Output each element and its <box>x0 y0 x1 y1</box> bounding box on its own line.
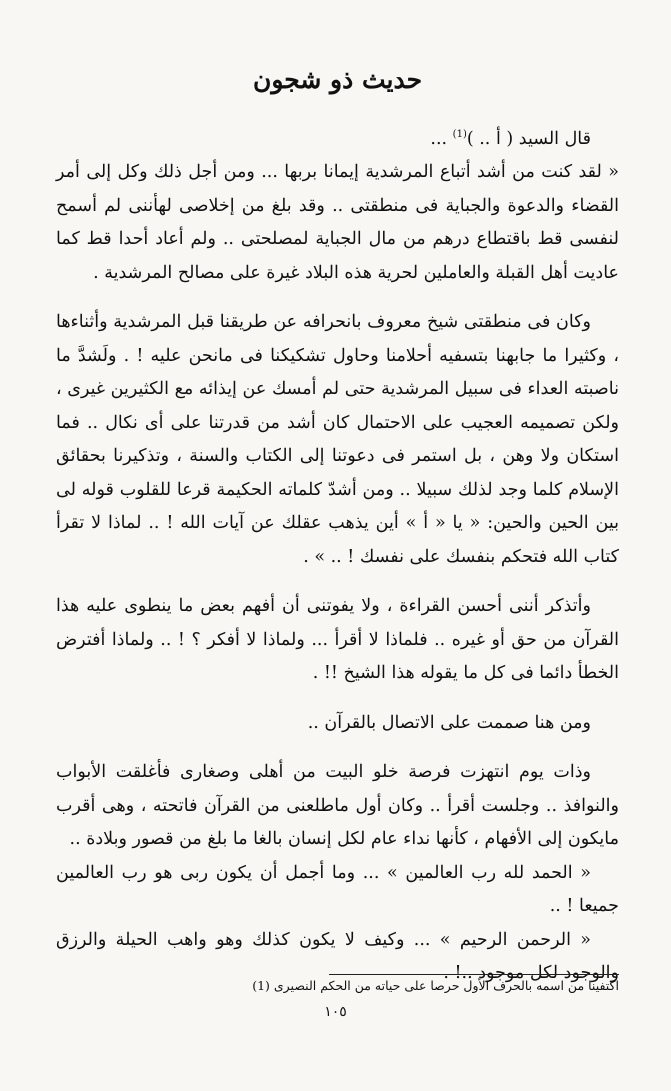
footnote: (1) اكتفينا من اسمه بالحرف الأول حرصا على حياته من الحكم النصيرى <box>252 978 619 993</box>
paragraph-1: « لقد كنت من أشد أتباع المرشدية إيمانا بربها ... ومن أجل ذلك وكل إلى أمر القضاء والدعوة والجباية فى منطقتى .. وقد بلغ من إخلاصى لهأننى لم أسمح لنفسى قط باقتطاع درهم من مال الجباية لمصلحتى .. ولم أعاد أحدا قط كما عاديت أهل القبلة والعاملين لحرية هذه البلاد غيرة على مصالح المرشدية . <box>56 162 619 283</box>
paragraph-5: وذات يوم انتهزت فرصة خلو البيت من أهلى وصغارى فأغلقت الأبواب والنوافذ .. وجلست أقرأ .. وكان أول ماطلعنى من القرآن فاتحته ، وهى أقرب مايكون إلى الأفهام ، كأنها نداء عام لكل إنسان بالغا ما بلغ من قصور وبلادة .. <box>56 762 619 850</box>
paragraph-2: وكان فى منطقتى شيخ معروف بانحرافه عن طريقنا قبل المرشدية وأثناءها ، وكثيرا ما جابهنا بتسفيه أحلامنا وحاول تشكيكنا فى مانحن عليه ! . ولَشدَّ ما ناصبته العداء فى سبيل المرشدية حتى لم أمسك عن إيذائه مع الكثيرين غيرى ، ولكن تصميمه العجيب على الاحتمال كان أشد من قدرتنا على أى نكال .. فما استكان ولا وهن ، بل استمر فى دعوتنا إلى الكتاب والسنة ، وتذكيرنا بحقائق الإسلام كلما وجد لذلك سبيلا .. ومن أشدّ كلماته الحكيمة قرعا للقلوب قوله لى بين الحين والحين: « يا « أ » أين يذهب عقلك عن آيات الله ! .. لماذا لا تقرأ كتاب الله فتحكم بنفسك على نفسك ! .. » . <box>56 312 619 567</box>
footnote-divider <box>329 974 619 975</box>
intro-line <box>56 118 619 156</box>
footnote-marker: (1) <box>452 129 467 140</box>
chapter-title: حديث ذو شجون <box>252 65 423 94</box>
intro-text: قال السيد ( أ .. ) <box>466 128 591 149</box>
page-number: ١٠٥ <box>324 1004 347 1020</box>
paragraph-6: « الحمد لله رب العالمين » ... وما أجمل أن يكون ربى هو رب العالمين جميعا ! .. <box>56 862 619 917</box>
paragraph-4: ومن هنا صممت على الاتصال بالقرآن .. <box>307 712 591 733</box>
paragraph-3: وأتذكر أننى أحسن القراءة ، ولا يفوتنى أن أفهم بعض ما ينطوى عليه هذا القرآن من حق أو غيره .. فلماذا لا أقرأ ... ولماذا لا أفكر ؟ ! .. ولماذا أفترض الخطأ دائما فى كل ما يقوله هذا الشيخ !! . <box>56 596 619 684</box>
intro-tail: ... <box>430 128 453 149</box>
paragraph-7: « الرحمن الرحيم » ... وكيف لا يكون كذلك وهو واهب الحيلة والرزق والوجود لكل موجود ..! . <box>56 929 619 984</box>
